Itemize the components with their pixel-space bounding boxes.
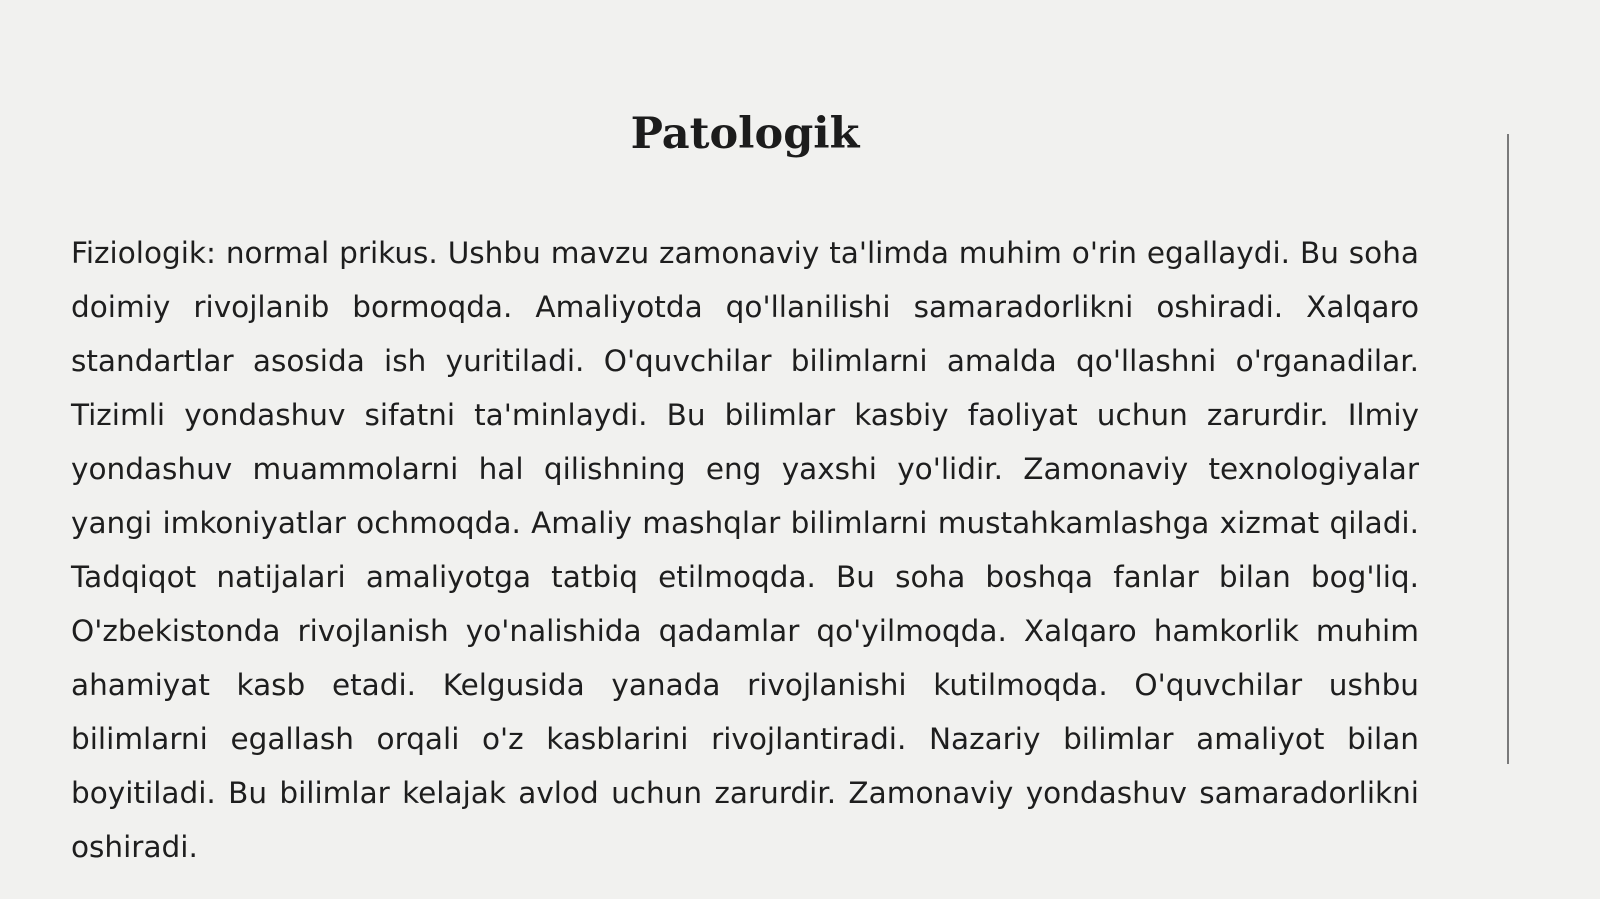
vertical-divider (1507, 134, 1509, 764)
slide-title: Patologik (630, 109, 860, 159)
slide-body-text: Fiziologik: normal prikus. Ushbu mavzu zamonaviy ta'limda muhim o'rin egallaydi. Bu soha doimiy rivojlanib bormoqda. Amaliyotda qo'llanilishi samaradorlikni oshiradi. Xalqaro standartlar asosida ish yuritiladi. O'quvchilar bilimlarni amalda qo'llashni o'rganadilar. Tizimli yondashuv sifatni ta'minlaydi. Bu bilimlar kasbiy faoliyat uchun zarurdir. Ilmiy yondashuv muammolarni hal qilishning eng yaxshi yo'lidir. Zamonaviy texnologiyalar yangi imkoniyatlar ochmoqda. Amaliy mashqlar bilimlarni mustahkamlashga xizmat qiladi. Tadqiqot natijalari amaliyotga tatbiq etilmoqda. Bu soha boshqa fanlar bilan bog'liq. O'zbekistonda rivojlanish yo'nalishida qadamlar qo'yilmoqda. Xalqaro hamkorlik muhim ahamiyat kasb etadi. Kelgusida yanada rivojlanishi kutilmoqda. O'quvchilar ushbu bilimlarni egallash orqali o'z kasblarini rivojlantiradi. Nazariy bilimlar amaliyot bilan boyitiladi. Bu bilimlar kelajak avlod uchun zarurdir. Zamonaviy yondashuv samaradorlikni oshiradi. (71, 236, 1419, 864)
